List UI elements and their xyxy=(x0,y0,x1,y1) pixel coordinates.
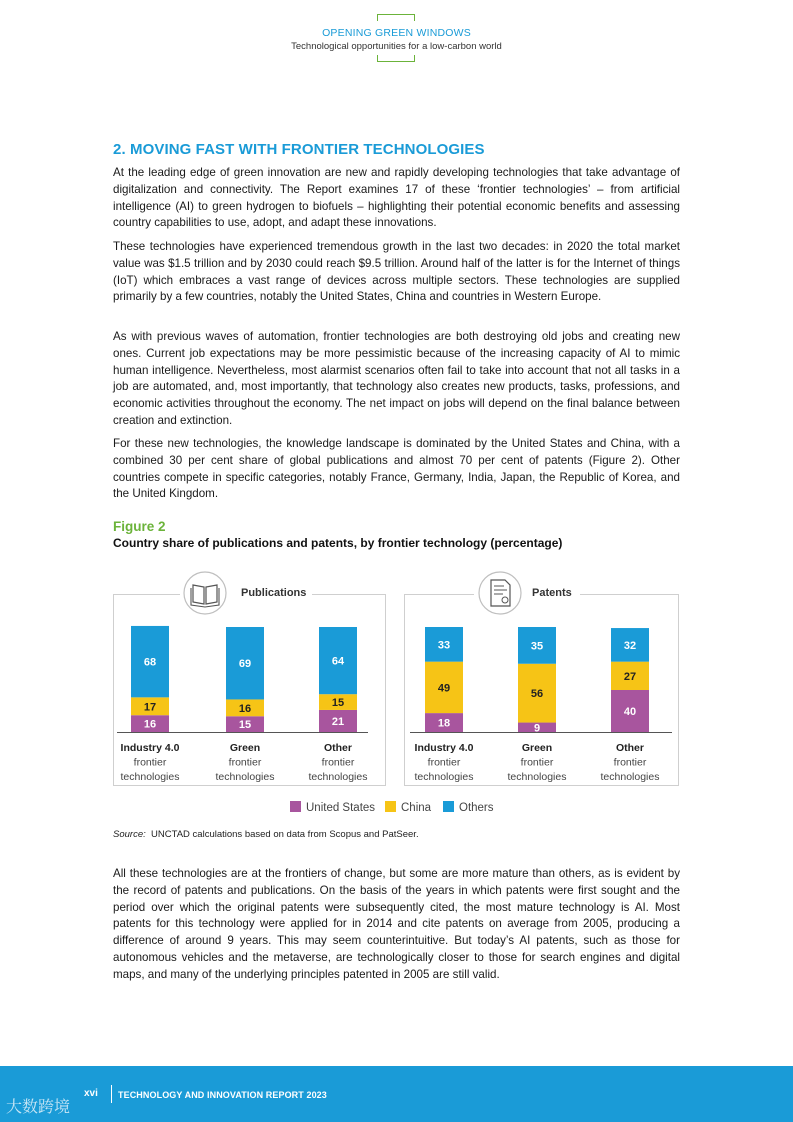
footer-report-title: TECHNOLOGY AND INNOVATION REPORT 2023 xyxy=(118,1090,327,1100)
category-label: Other xyxy=(615,742,645,754)
data-label: 69 xyxy=(238,658,252,671)
legend-label: Others xyxy=(459,802,494,814)
data-label: 49 xyxy=(437,682,451,695)
data-label: 18 xyxy=(437,717,451,730)
data-label: 21 xyxy=(331,715,345,728)
header-bracket-top xyxy=(377,14,415,21)
paragraph-3: As with previous waves of automation, frontier technologies are both destroying old jobs and creating new ones. Current job expectations may be more pessimistic because of the increasing capacity of AI to mimic human intelligence. Nevertheless, most alarmist scenarios often fail to take into account that not all tasks in a job are automated, and, most importantly, that technology also creates new products, tasks, professions, and economic activities throughout the economy. The net impact on jobs will depend on the final balance between creation and extinction. xyxy=(113,330,680,427)
category-label: frontier xyxy=(520,756,554,769)
category-label: technologies xyxy=(120,771,180,783)
category-label: frontier xyxy=(613,756,647,769)
legend-swatch xyxy=(290,801,301,812)
figure-chart xyxy=(0,560,793,822)
category-label: Other xyxy=(323,742,353,754)
category-label: technologies xyxy=(600,771,660,783)
data-label: 16 xyxy=(143,718,157,731)
legend-swatch xyxy=(443,801,454,812)
publications-title: Publications xyxy=(241,587,307,599)
paragraph-1: At the leading edge of green innovation are new and rapidly developing technologies that take advantage of digitalization and connectivity. The Report examines 17 of these ‘frontier technologies’ – from artificial intelligence (AI) to green hydrogen to biofuels – highlighting their potential economic benefits and assessing country capabilities to use, adopt, and adapt these innovations. xyxy=(113,166,680,230)
category-label: Industry 4.0 xyxy=(414,742,474,754)
category-label: technologies xyxy=(507,771,567,783)
data-label: 35 xyxy=(530,640,544,653)
category-label: Green xyxy=(229,742,261,754)
category-label: frontier xyxy=(427,756,461,769)
data-label: 32 xyxy=(623,639,637,652)
category-label: frontier xyxy=(228,756,262,769)
data-label: 9 xyxy=(533,722,541,735)
header-bracket-bottom xyxy=(377,55,415,62)
figure-source xyxy=(113,829,419,840)
data-label: 64 xyxy=(331,655,345,668)
watermark: 大数跨境 xyxy=(6,1099,71,1116)
figure-label: Figure 2 xyxy=(113,519,166,534)
header-subtitle: Technological opportunities for a low-carbon world xyxy=(291,41,502,52)
data-label: 27 xyxy=(623,670,637,683)
category-label: frontier xyxy=(133,756,167,769)
category-label: technologies xyxy=(215,771,275,783)
legend-label: China xyxy=(401,802,432,814)
book-icon xyxy=(184,572,226,614)
figure-title: Country share of publications and patents, by frontier technology (percentage) xyxy=(113,536,563,550)
category-label: technologies xyxy=(414,771,474,783)
source-text: UNCTAD calculations based on data from Scopus and PatSeer. xyxy=(151,829,419,840)
data-label: 33 xyxy=(437,639,451,652)
data-label: 56 xyxy=(530,688,544,701)
category-label: Green xyxy=(521,742,553,754)
data-label: 15 xyxy=(238,719,252,732)
header-title: OPENING GREEN WINDOWS xyxy=(322,27,471,39)
legend-swatch xyxy=(385,801,396,812)
footer-separator xyxy=(111,1085,112,1103)
patent-document-icon xyxy=(479,572,521,614)
data-label: 68 xyxy=(143,656,157,669)
paragraph-4: For these new technologies, the knowledge landscape is dominated by the United States and China, with a combined 30 per cent share of global publications and almost 70 per cent of patents (Figure 2). Other countries compete in specific categories, notably France, Germany, India, Japan, the Republic of Korea, and the United Kingdom. xyxy=(113,437,680,501)
data-label: 17 xyxy=(143,701,157,714)
category-label: Industry 4.0 xyxy=(120,742,180,754)
source-label: Source: xyxy=(113,829,146,840)
data-label: 16 xyxy=(238,702,252,715)
section-title: 2. MOVING FAST WITH FRONTIER TECHNOLOGIES xyxy=(113,141,485,158)
legend-label: United States xyxy=(306,802,376,814)
data-label: 40 xyxy=(623,706,637,718)
category-label: frontier xyxy=(321,756,355,769)
patents-title: Patents xyxy=(532,587,572,599)
data-label: 15 xyxy=(331,697,345,710)
page-number: xvi xyxy=(84,1088,98,1099)
paragraph-2: These technologies have experienced tremendous growth in the last two decades: in 2020 the total market value was $1.5 trillion and by 2030 could reach $9.5 trillion. Around half of the latter is for the Internet of things (IoT) which embraces a vast range of devices across multiple sectors. These technologies are supplied primarily by a few countries, notably the United States, China and countries in Western Europe. xyxy=(113,240,680,304)
paragraph-5: All these technologies are at the frontiers of change, but some are more mature than others, as is evident by the record of patents and publications. On the basis of the years in which patents were first sought and the period over which the original patents were subsequently cited, the most mature technology is AI. Most patents for this technology were applied for in 2014 and cite patents on average from 2005, producing a difference of around 9 years. This may seem counterintuitive. But today’s AI patents, such as those for autonomous vehicles and the metaverse, are technologically closer to those for search engines and digital maps, and many of the underlying principles patented in 2005 are still valid. xyxy=(113,867,680,981)
category-label: technologies xyxy=(308,771,368,783)
